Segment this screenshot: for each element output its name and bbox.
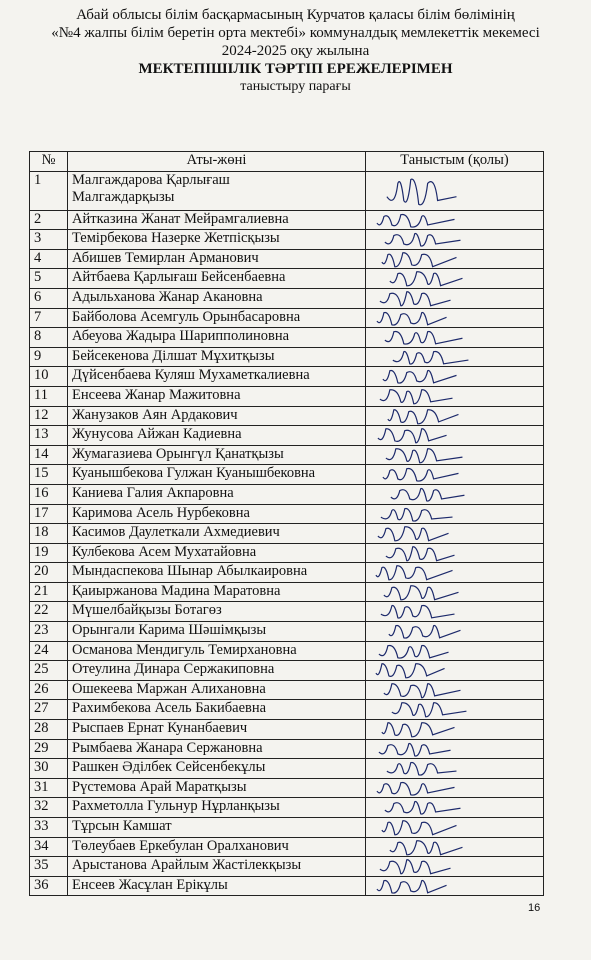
row-name	[68, 543, 366, 563]
table-row	[30, 465, 544, 485]
signature-scribble	[366, 681, 543, 700]
row-number: 15	[30, 465, 68, 485]
row-name	[68, 582, 366, 602]
row-signature	[366, 543, 544, 563]
row-name	[68, 818, 366, 838]
name-text: Рыспаев Ернат Кунанбаевич	[72, 720, 248, 737]
signature-scribble	[366, 269, 543, 288]
row-name	[68, 230, 366, 250]
row-number: 18	[30, 524, 68, 544]
signature-scribble	[366, 838, 543, 857]
table-row	[30, 230, 544, 250]
row-signature	[366, 661, 544, 681]
row-name	[68, 680, 366, 700]
row-name	[68, 739, 366, 759]
row-signature	[366, 230, 544, 250]
table-row	[30, 798, 544, 818]
row-name	[68, 837, 366, 857]
row-name	[68, 249, 366, 269]
table-row	[30, 367, 544, 387]
row-number: 8	[30, 328, 68, 348]
row-signature	[366, 720, 544, 740]
name-text: Рахметолла Гульнур Нұрланқызы	[72, 798, 280, 815]
row-name	[68, 720, 366, 740]
row-number: 28	[30, 720, 68, 740]
table-row	[30, 857, 544, 877]
signature-table	[29, 151, 544, 896]
row-number: 35	[30, 857, 68, 877]
signature-scribble	[366, 798, 543, 817]
name-text: Рымбаева Жанара Сержановна	[72, 739, 263, 756]
row-number: 13	[30, 426, 68, 446]
row-name	[68, 347, 366, 367]
table-row	[30, 288, 544, 308]
table-row	[30, 406, 544, 426]
name-text: Енсеев Жасұлан Ерікұлы	[72, 876, 228, 893]
signature-scribble	[366, 348, 543, 367]
row-name	[68, 778, 366, 798]
row-number: 20	[30, 563, 68, 583]
signature-scribble	[366, 211, 543, 230]
name-text: Мындаспекова Шынар Абылкаировна	[72, 563, 308, 580]
name-text: Рүстемова Арай Маратқызы	[72, 778, 247, 795]
table-row	[30, 347, 544, 367]
row-signature	[366, 426, 544, 446]
signature-scribble	[366, 720, 543, 739]
signature-scribble	[366, 485, 543, 504]
table-row	[30, 249, 544, 269]
table-row	[30, 759, 544, 779]
row-number: 19	[30, 543, 68, 563]
table-row	[30, 171, 544, 210]
signature-scribble	[366, 661, 543, 680]
row-name	[68, 622, 366, 642]
name-text: Айтбаева Қарлығаш Бейсенбаевна	[72, 269, 286, 286]
header-number: №	[30, 152, 68, 172]
table-row	[30, 484, 544, 504]
table-row	[30, 582, 544, 602]
table-row	[30, 837, 544, 857]
row-number: 23	[30, 622, 68, 642]
row-signature	[366, 563, 544, 583]
signature-scribble	[366, 740, 543, 759]
row-signature	[366, 386, 544, 406]
row-signature	[366, 347, 544, 367]
row-number: 10	[30, 367, 68, 387]
signature-scribble	[366, 446, 543, 465]
document-subtitle: таныстыру парағы	[240, 79, 351, 94]
row-name	[68, 484, 366, 504]
row-signature	[366, 602, 544, 622]
row-number: 4	[30, 249, 68, 269]
row-signature	[366, 210, 544, 230]
name-text: Темірбекова Назерке Жетпісқызы	[72, 230, 280, 247]
name-text: Абеуова Жадыра Шарипполиновна	[72, 328, 290, 345]
table-row	[30, 720, 544, 740]
row-signature	[366, 641, 544, 661]
signature-scribble	[366, 642, 543, 661]
row-name	[68, 269, 366, 289]
row-number: 7	[30, 308, 68, 328]
row-number: 30	[30, 759, 68, 779]
signature-scribble	[366, 583, 543, 602]
name-text: Қаиыржанова Мадина Маратовна	[72, 582, 281, 599]
header-name: Аты-жөні	[68, 152, 366, 172]
name-text: Бейсекенова Ділшат Мұхитқызы	[72, 347, 275, 364]
name-text: Жунусова Айжан Кадиевна	[72, 426, 242, 443]
signature-scribble	[366, 367, 543, 386]
row-signature	[366, 837, 544, 857]
row-number: 3	[30, 230, 68, 250]
table-row	[30, 445, 544, 465]
table-row	[30, 269, 544, 289]
signature-scribble	[366, 622, 543, 641]
row-signature	[366, 622, 544, 642]
row-number: 22	[30, 602, 68, 622]
table-row	[30, 778, 544, 798]
row-name	[68, 700, 366, 720]
signature-scribble	[366, 544, 543, 563]
name-text: Енсеева Жанар Мажитовна	[72, 386, 241, 403]
row-number: 6	[30, 288, 68, 308]
table-row	[30, 876, 544, 896]
row-signature	[366, 582, 544, 602]
signature-scribble	[366, 230, 543, 249]
row-name	[68, 524, 366, 544]
name-text: Айтказина Жанат Мейрамгалиевна	[72, 210, 289, 227]
name-text: Төлеубаев Еркебулан Оралханович	[72, 837, 289, 854]
table-row	[30, 818, 544, 838]
row-name	[68, 386, 366, 406]
name-text: Дүйсенбаева Куляш Мухаметкалиевна	[72, 367, 310, 384]
name-text: Куанышбекова Гулжан Куанышбековна	[72, 465, 316, 482]
org-line-1: Абай облысы білім басқармасының Курчатов қаласы білім бөлімінің	[76, 7, 515, 23]
row-name	[68, 759, 366, 779]
name-text: Отеулина Динара Сержакиповна	[72, 661, 275, 678]
name-text: Мүшелбайқызы Ботагөз	[72, 602, 222, 619]
name-text: Малгаждарова Қарлығаш	[72, 171, 230, 188]
row-name	[68, 602, 366, 622]
name-text: Каниева Галия Акпаровна	[72, 484, 234, 501]
table-row	[30, 308, 544, 328]
row-number: 27	[30, 700, 68, 720]
signature-scribble	[366, 172, 543, 210]
row-number: 33	[30, 818, 68, 838]
signature-scribble	[366, 465, 543, 484]
table-row	[30, 386, 544, 406]
signature-scribble	[366, 387, 543, 406]
row-name	[68, 367, 366, 387]
signature-scribble	[366, 700, 543, 719]
table-row	[30, 543, 544, 563]
table-row	[30, 504, 544, 524]
signature-scribble	[366, 779, 543, 798]
row-number: 1	[30, 171, 68, 210]
name-text: Ошекеева Маржан Алихановна	[72, 680, 266, 697]
name-text: Рахимбекова Асель Бакибаевна	[72, 700, 267, 717]
signature-scribble	[366, 505, 543, 524]
row-signature	[366, 465, 544, 485]
row-signature	[366, 367, 544, 387]
row-number: 24	[30, 641, 68, 661]
row-number: 2	[30, 210, 68, 230]
row-signature	[366, 308, 544, 328]
org-line-2: «№4 жалпы білім беретін орта мектебі» коммуналдық мемлекеттік мекемесі	[51, 25, 540, 41]
row-signature	[366, 171, 544, 210]
table-row	[30, 622, 544, 642]
document-title: МЕКТЕПІШІЛІК ТӘРТІП ЕРЕЖЕЛЕРІМЕН	[138, 61, 453, 77]
row-name	[68, 308, 366, 328]
table-row	[30, 210, 544, 230]
name-text: Османова Мендигуль Темирхановна	[72, 641, 297, 658]
row-number: 34	[30, 837, 68, 857]
row-signature	[366, 524, 544, 544]
signature-scribble	[366, 328, 543, 347]
row-signature	[366, 700, 544, 720]
table-row	[30, 328, 544, 348]
signature-scribble	[366, 309, 543, 328]
row-signature	[366, 249, 544, 269]
row-signature	[366, 739, 544, 759]
row-name	[68, 876, 366, 896]
name-text: Тұрсын Камшат	[72, 818, 172, 834]
row-number: 21	[30, 582, 68, 602]
signature-scribble	[366, 818, 543, 837]
row-signature	[366, 445, 544, 465]
document-header	[0, 6, 591, 96]
row-signature	[366, 484, 544, 504]
name-text: Орынгали Карима Шәшімқызы	[72, 622, 267, 639]
row-signature	[366, 798, 544, 818]
table-row	[30, 563, 544, 583]
row-signature	[366, 818, 544, 838]
signature-scribble	[366, 877, 543, 896]
row-number: 16	[30, 484, 68, 504]
row-name	[68, 504, 366, 524]
name-text: Байболова Асемгуль Орынбасаровна	[72, 308, 301, 325]
table-row	[30, 426, 544, 446]
row-name	[68, 328, 366, 348]
name-text-line2: Малгаждарқызы	[72, 188, 175, 205]
name-text: Жанузаков Аян Ардакович	[72, 406, 238, 423]
row-name	[68, 210, 366, 230]
table-row	[30, 641, 544, 661]
row-number: 36	[30, 876, 68, 896]
table-row	[30, 680, 544, 700]
name-text: Жумагазиева Орынгүл Қанатқызы	[72, 445, 284, 462]
row-number: 31	[30, 778, 68, 798]
row-name	[68, 465, 366, 485]
name-text: Кулбекова Асем Мухатайовна	[72, 543, 257, 560]
row-name	[68, 563, 366, 583]
name-text: Адыльханова Жанар Акановна	[72, 288, 263, 305]
row-name	[68, 661, 366, 681]
signature-scribble	[366, 289, 543, 308]
row-number: 11	[30, 386, 68, 406]
table-row	[30, 700, 544, 720]
row-signature	[366, 504, 544, 524]
row-name	[68, 406, 366, 426]
table-row	[30, 524, 544, 544]
row-name	[68, 426, 366, 446]
row-signature	[366, 288, 544, 308]
row-signature	[366, 328, 544, 348]
row-number: 32	[30, 798, 68, 818]
signature-scribble	[366, 759, 543, 778]
row-number: 26	[30, 680, 68, 700]
name-text: Рашкен Әділбек Сейсенбекұлы	[72, 759, 266, 776]
row-signature	[366, 857, 544, 877]
row-number: 14	[30, 445, 68, 465]
name-text: Касимов Даулеткали Ахмедиевич	[72, 524, 280, 541]
row-name	[68, 288, 366, 308]
row-signature	[366, 778, 544, 798]
signature-scribble	[366, 524, 543, 543]
signature-scribble	[366, 407, 543, 426]
row-name	[68, 445, 366, 465]
row-name	[68, 641, 366, 661]
signature-scribble	[366, 857, 543, 876]
row-signature	[366, 759, 544, 779]
header-signature: Таныстым (қолы)	[366, 152, 544, 172]
row-number: 9	[30, 347, 68, 367]
name-text: Арыстанова Арайлым Жастілекқызы	[72, 857, 302, 874]
name-text: Каримова Асель Нурбековна	[72, 504, 250, 521]
row-number: 5	[30, 269, 68, 289]
page-number: 16	[528, 902, 541, 914]
signature-scribble	[366, 602, 543, 621]
row-signature	[366, 269, 544, 289]
school-year: 2024-2025 оқу жылына	[221, 43, 370, 59]
table-row	[30, 661, 544, 681]
row-name	[68, 171, 366, 210]
row-number: 17	[30, 504, 68, 524]
row-number: 25	[30, 661, 68, 681]
row-name	[68, 857, 366, 877]
row-number: 29	[30, 739, 68, 759]
row-signature	[366, 876, 544, 896]
table-row	[30, 602, 544, 622]
table-header-row	[30, 152, 544, 172]
row-signature	[366, 406, 544, 426]
row-signature	[366, 680, 544, 700]
table-row	[30, 739, 544, 759]
row-number: 12	[30, 406, 68, 426]
signature-scribble	[366, 426, 543, 445]
name-text: Абишев Темирлан Арманович	[72, 249, 259, 266]
signature-scribble	[366, 563, 543, 582]
row-name	[68, 798, 366, 818]
signature-scribble	[366, 250, 543, 269]
